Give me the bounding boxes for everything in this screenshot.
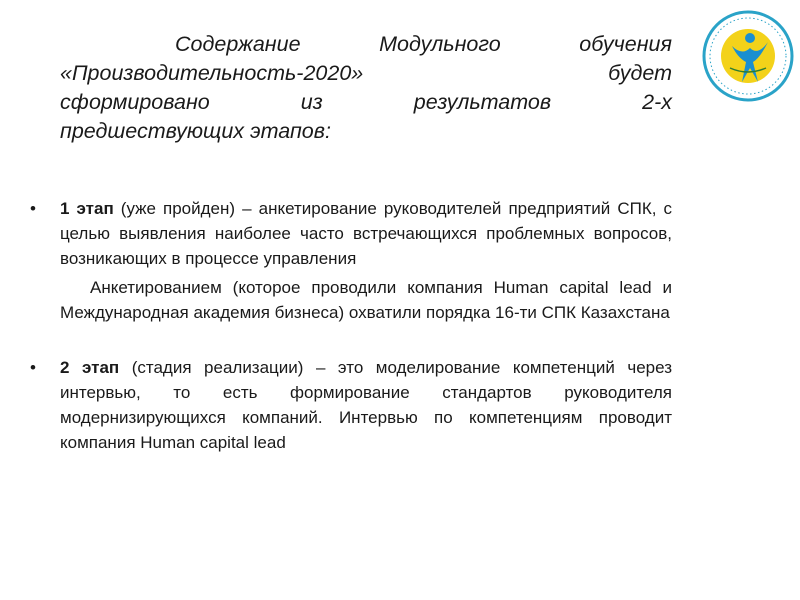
bullet-marker: •: [30, 358, 36, 377]
bullet-list: [30, 196, 672, 455]
heading-line-2: «Производительность-2020» будет: [60, 61, 672, 85]
ornament-border-icon: [728, 106, 754, 580]
stage-1-label: 1 этап: [60, 199, 114, 218]
heading-line-4: предшествующих этапов:: [60, 119, 331, 143]
stage-1-description: (уже пройден) – анкетирование руководителей предприятий СПК, с целью выявления наиболее часто встречающихся проблемных вопросов, возникающих в процессе управления: [60, 199, 673, 268]
list-item-stage-1: [30, 196, 672, 325]
bullet-marker: •: [30, 199, 36, 218]
list-item-stage-2: [30, 355, 672, 455]
heading-line-3: сформировано из результатов 2-х: [60, 90, 672, 114]
stage-1-text: [60, 196, 672, 271]
stage-2-text: [60, 355, 672, 455]
stage-1-note: Анкетированием (которое проводили компания Human capital lead и Международная академия бизнеса) охватили порядка 16-ти СПК Казахстана: [60, 278, 672, 322]
stage-2-description: (стадия реализации) – это моделирование компетенций через интервью, то есть формирование стандартов руководителя модернизирующихся компаний. Интервью по компетенциям проводит компания Human capital lead: [60, 358, 672, 452]
slide-heading: [60, 30, 672, 146]
stage-2-label: 2 этап: [60, 358, 120, 377]
emblem-logo-icon: [698, 6, 798, 106]
heading-line-1: Содержание Модульного обучения: [175, 32, 672, 56]
